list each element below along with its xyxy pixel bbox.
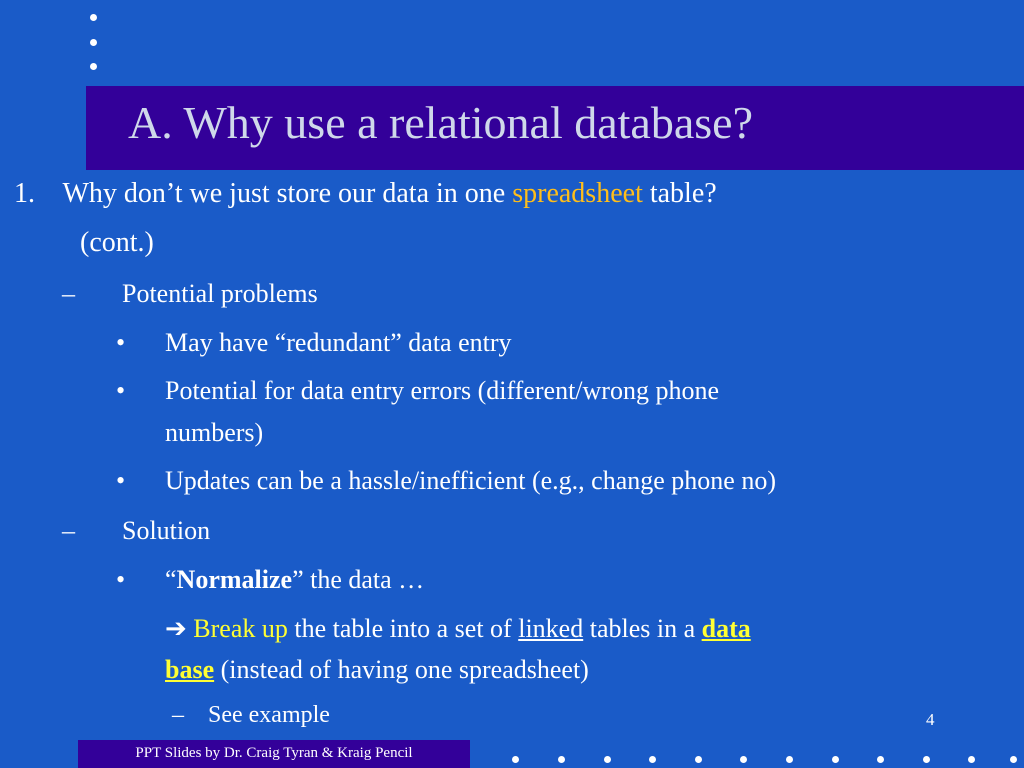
- bullet-entry-errors-cont: numbers): [165, 418, 264, 447]
- item-1: [14, 178, 717, 210]
- decor-dot: [695, 756, 702, 763]
- sub-item-potential-problems: Potential problems: [122, 279, 318, 308]
- sub-item-solution: Solution: [122, 516, 211, 545]
- footer-credit: PPT Slides by Dr. Craig Tyran & Kraig Pencil: [78, 740, 470, 768]
- arrow-text-c: (instead of having one spreadsheet): [214, 655, 589, 684]
- bullet-updates-hassle: Updates can be a hassle/inefficient (e.g., change phone no): [165, 466, 776, 495]
- quote-open: “: [165, 565, 177, 594]
- slide-title: A. Why use a relational database?: [128, 97, 753, 148]
- page-number: 4: [926, 710, 935, 729]
- spreadsheet-highlight: spreadsheet: [512, 178, 643, 209]
- bullet-entry-errors: Potential for data entry errors (different/wrong phone: [165, 376, 719, 405]
- decor-dot: [786, 756, 793, 763]
- decor-dot: [923, 756, 930, 763]
- decor-dot: [740, 756, 747, 763]
- arrow-text-b: tables in a: [583, 614, 702, 643]
- decor-dot: [649, 756, 656, 763]
- bullet-marker: •: [116, 565, 126, 594]
- arrow-icon: ➔: [165, 614, 187, 643]
- item-1-text-end: table?: [642, 178, 717, 209]
- data-highlight: data: [701, 614, 751, 643]
- item-1-continued: (cont.): [80, 227, 154, 258]
- sub-item-marker: –: [62, 279, 75, 308]
- bullet-marker: •: [116, 466, 126, 495]
- arrow-line: [165, 614, 751, 644]
- decor-dot: [90, 14, 97, 21]
- normalize-bold: Normalize: [176, 565, 293, 594]
- decor-dot: [1010, 756, 1017, 763]
- bullet-redundant-entry: May have “redundant” data entry: [165, 328, 512, 357]
- sub-item-marker: –: [62, 516, 75, 545]
- decor-dot: [512, 756, 519, 763]
- decor-dot: [832, 756, 839, 763]
- arrow-text-a: the table into a set of: [287, 614, 519, 643]
- decor-dot: [90, 39, 97, 46]
- normalize-rest: ” the data …: [292, 565, 425, 594]
- decor-dot: [90, 63, 97, 70]
- arrow-line-cont: [165, 655, 589, 685]
- title-bar: [86, 86, 1024, 170]
- item-1-text: Why don’t we just store our data in one: [62, 178, 513, 209]
- bullet-normalize: [165, 565, 424, 595]
- item-1-marker: 1.: [14, 178, 35, 209]
- sub-sub-marker: –: [172, 702, 184, 728]
- base-highlight: base: [165, 655, 215, 684]
- decor-dot: [558, 756, 565, 763]
- break-up-highlight: Break up: [193, 614, 288, 643]
- see-example: See example: [208, 702, 330, 728]
- decor-dot: [604, 756, 611, 763]
- decor-dot: [877, 756, 884, 763]
- bullet-marker: •: [116, 376, 126, 405]
- decor-dot: [968, 756, 975, 763]
- linked-underlined: linked: [518, 614, 584, 643]
- bullet-marker: •: [116, 328, 126, 357]
